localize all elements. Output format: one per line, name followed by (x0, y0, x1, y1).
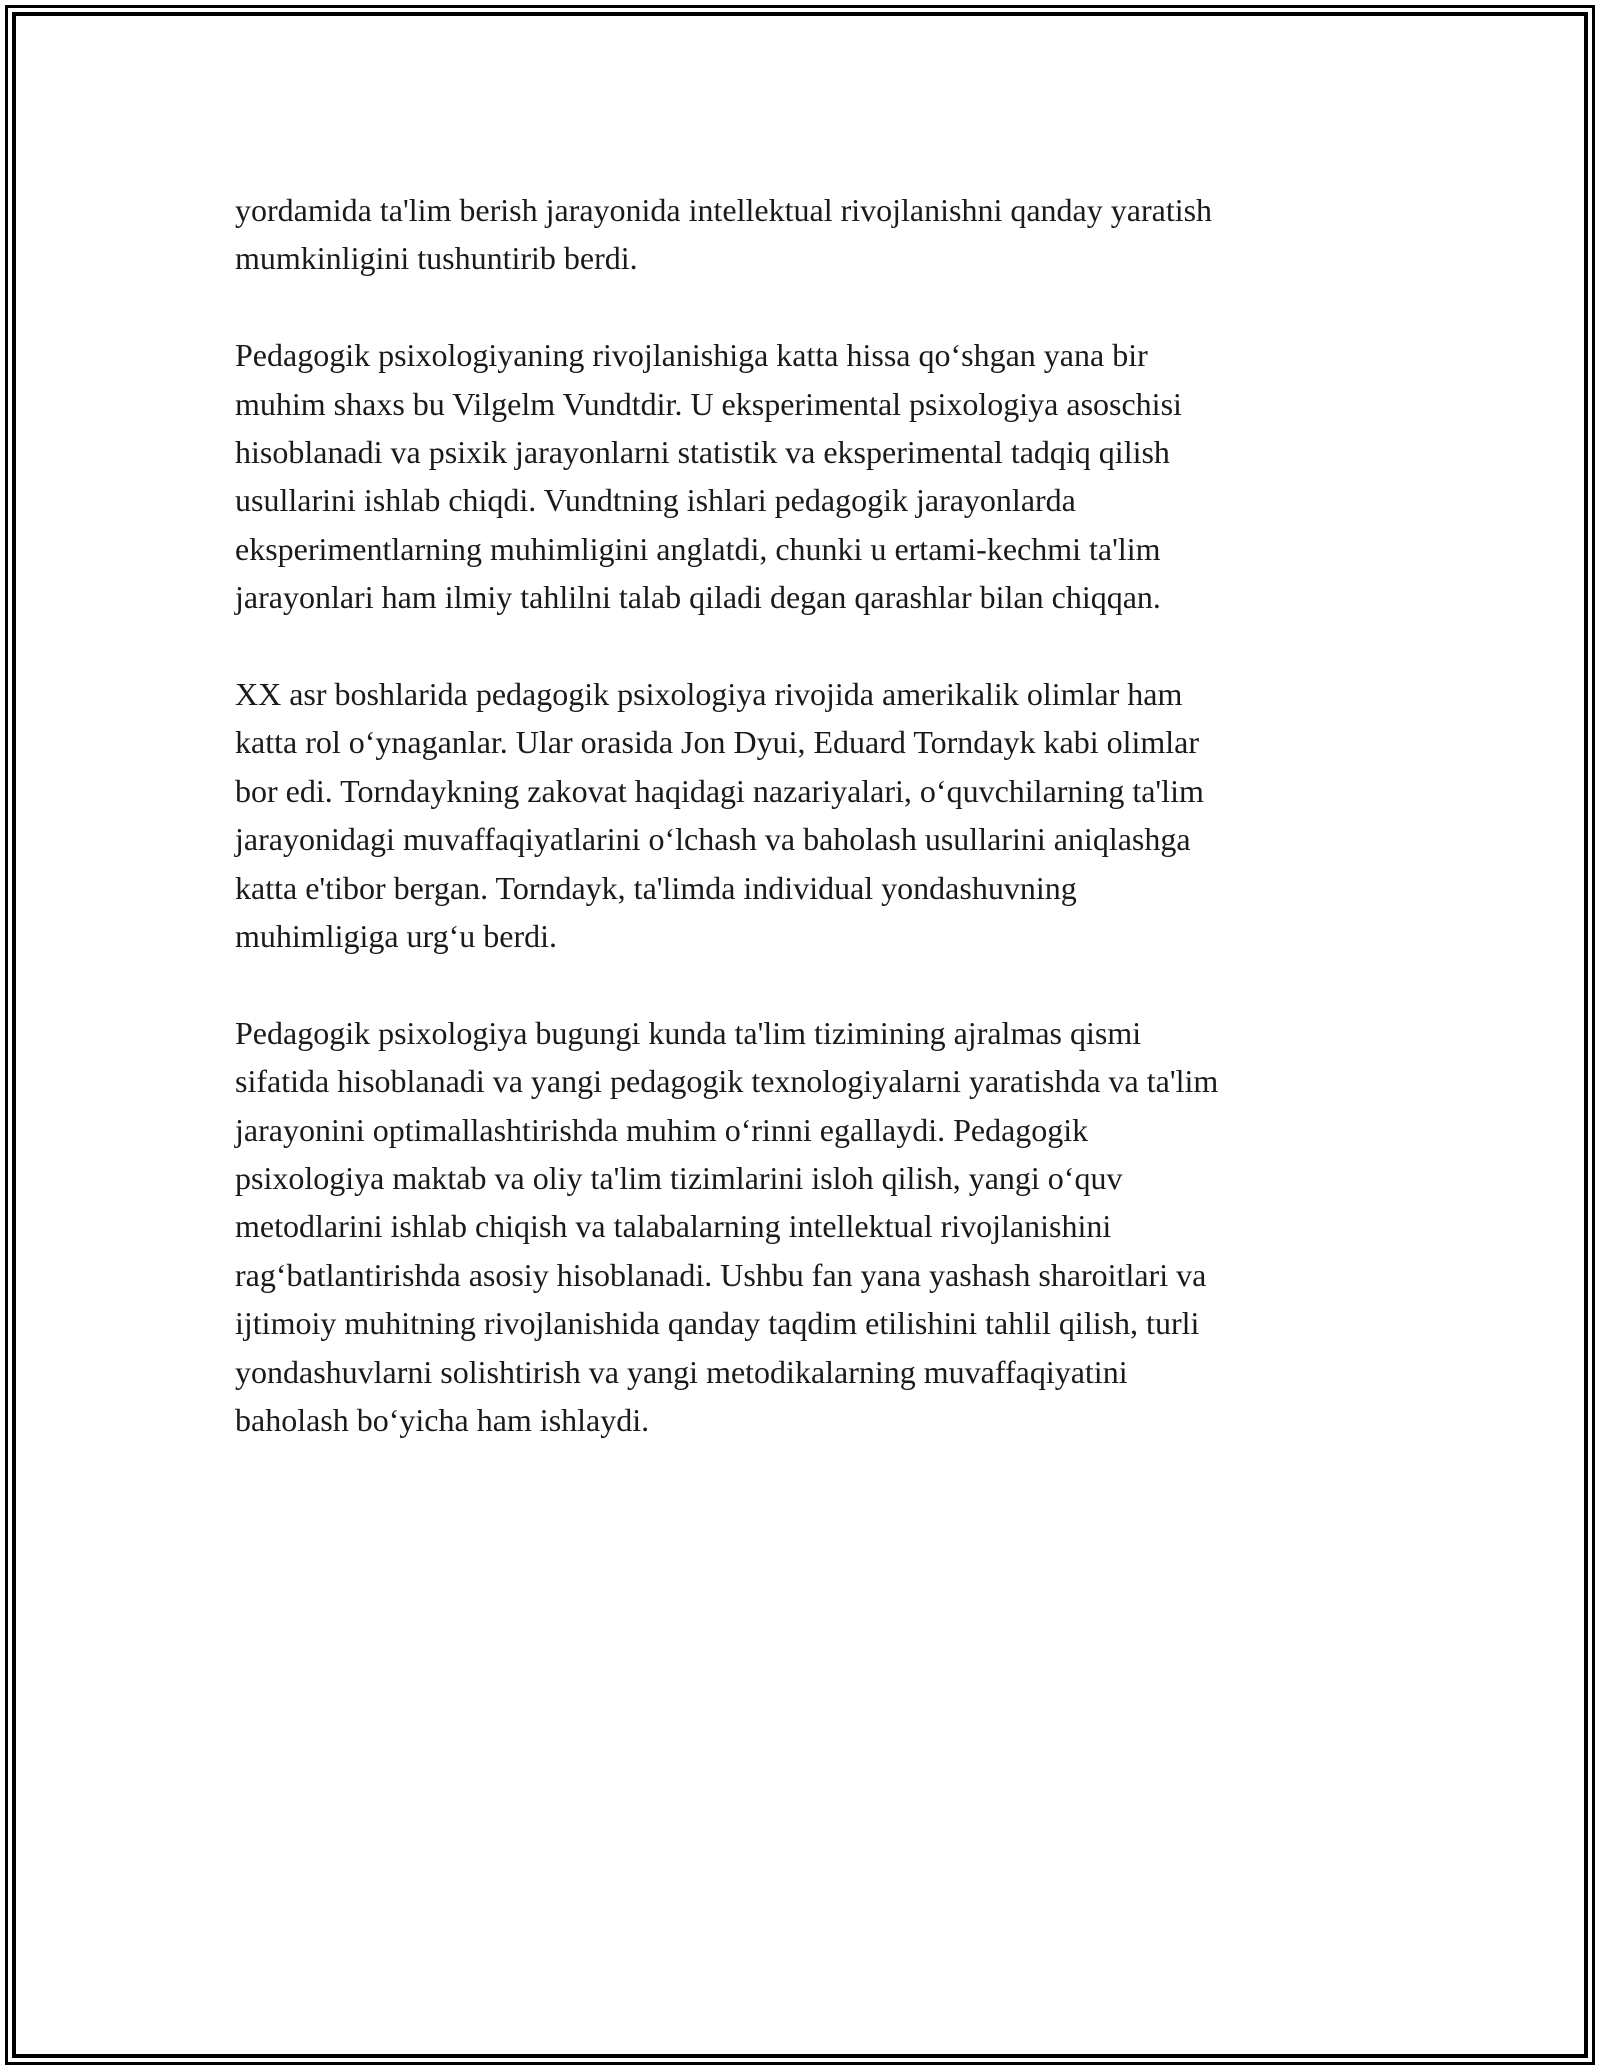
text-line: usullarini ishlab chiqdi. Vundtning ishlari pedagogik jarayonlarda (235, 482, 1076, 519)
document-body (235, 186, 1385, 1493)
paragraph-4 (235, 1009, 1385, 1445)
text-line: jarayonidagi muvaffaqiyatlarini o‘lchash va baholash usullarini aniqlashga (235, 821, 1191, 858)
text-line: XX asr boshlarida pedagogik psixologiya rivojida amerikalik olimlar ham (235, 676, 1183, 713)
text-line: katta e'tibor bergan. Torndayk, ta'limda individual yondashuvning (235, 869, 1077, 906)
text-line: psixologiya maktab va oliy ta'lim tizimlarini isloh qilish, yangi o‘quv (235, 1160, 1123, 1197)
text-line: baholash bo‘yicha ham ishlaydi. (235, 1402, 650, 1439)
text-line: mumkinligini tushuntirib berdi. (235, 240, 638, 277)
text-line: katta rol o‘ynaganlar. Ular orasida Jon Dyui, Eduard Torndayk kabi olimlar (235, 724, 1200, 761)
paragraph-1 (235, 186, 1385, 283)
paragraph-3 (235, 670, 1385, 960)
text-line: rag‘batlantirishda asosiy hisoblanadi. Ushbu fan yana yashash sharoitlari va (235, 1256, 1207, 1293)
paragraph-2 (235, 331, 1385, 621)
text-line: jarayonini optimallashtirishda muhim o‘rinni egallaydi. Pedagogik (235, 1111, 1089, 1148)
text-line: yordamida ta'lim berish jarayonida intellektual rivojlanishni qanday yaratish (235, 192, 1213, 228)
text-line: bor edi. Torndaykning zakovat haqidagi nazariyalari, o‘quvchilarning ta'lim (235, 772, 1204, 809)
text-line: muhimligiga urg‘u berdi. (235, 918, 558, 955)
text-line: Pedagogik psixologiya bugungi kunda ta'lim tizimining ajralmas qismi (235, 1014, 1142, 1051)
text-line: jarayonlari ham ilmiy tahlilni talab qiladi degan qarashlar bilan chiqqan. (235, 579, 1161, 616)
text-line: hisoblanadi va psixik jarayonlarni statistik va eksperimental tadqiq qilish (235, 434, 1170, 471)
text-line: Pedagogik psixologiyaning rivojlanishiga katta hissa qo‘shgan yana bir (235, 337, 1148, 374)
text-line: ijtimoiy muhitning rivojlanishida qanday taqdim etilishini tahlil qilish, turli (235, 1305, 1200, 1342)
text-line: eksperimentlarning muhimligini anglatdi, chunki u ertami-kechmi ta'lim (235, 530, 1161, 567)
text-line: metodlarini ishlab chiqish va talabalarning intellektual rivojlanishini (235, 1208, 1112, 1245)
text-line: muhim shaxs bu Vilgelm Vundtdir. U eksperimental psixologiya asoschisi (235, 385, 1182, 422)
text-line: yondashuvlarni solishtirish va yangi metodikalarning muvaffaqiyatini (235, 1353, 1128, 1390)
text-line: sifatida hisoblanadi va yangi pedagogik texnologiyalarni yaratishda va ta'lim (235, 1063, 1219, 1100)
